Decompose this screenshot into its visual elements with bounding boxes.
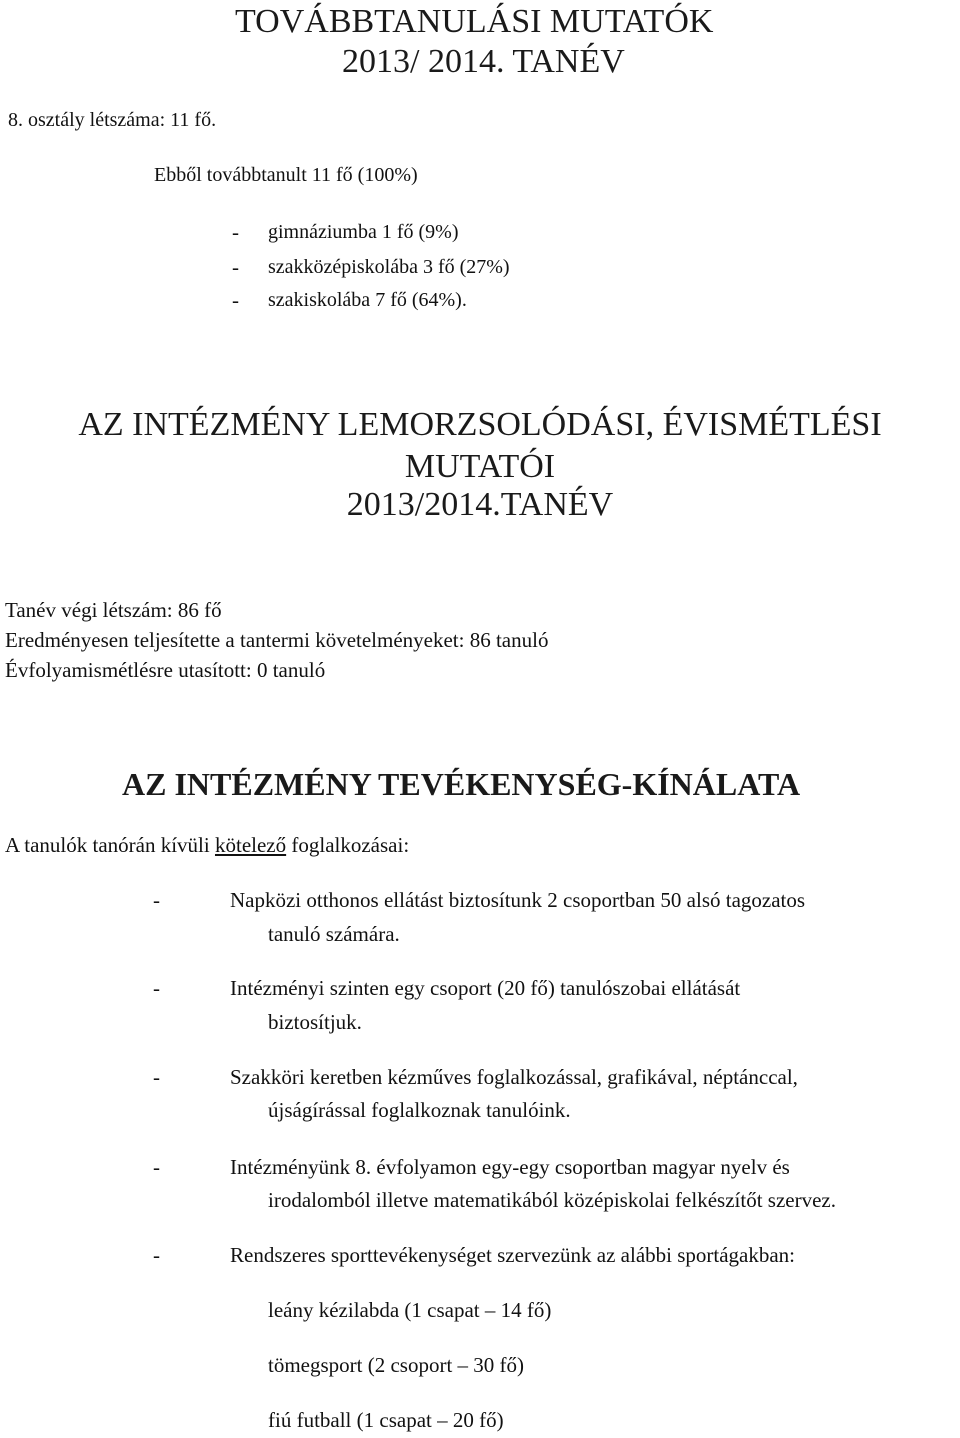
list-dash: -	[232, 220, 239, 244]
intro-text	[5, 835, 409, 856]
sport-item: leány kézilabda (1 csapat – 14 fő)	[268, 1298, 552, 1322]
item-dash: -	[153, 888, 160, 912]
activity-line2: tanuló számára.	[268, 922, 400, 946]
activity-line2: irodalomból illetve matematikából középiskolai felkészítőt szervez.	[268, 1188, 836, 1212]
activity-line1: Napközi otthonos ellátást biztosítunk 2 csoportban 50 alsó tagozatos	[230, 888, 806, 912]
stat-line-repeat: Évfolyamismétlésre utasított: 0 tanuló	[5, 658, 326, 682]
list-item: gimnáziumba 1 fő (9%)	[268, 221, 459, 243]
stat-line-passed: Eredményesen teljesítette a tantermi követelményeket: 86 tanuló	[5, 628, 549, 652]
activity-line2: újságírással foglalkoznak tanulóink.	[268, 1098, 571, 1122]
intro-before: A tanulók tanórán kívüli	[5, 833, 215, 857]
intro-underlined: kötelező	[214, 833, 287, 857]
activity-line2: biztosítjuk.	[268, 1010, 362, 1034]
item-dash: -	[153, 1155, 160, 1179]
sport-item: tömegsport (2 csoport – 30 fő)	[268, 1353, 525, 1377]
section2-title-line3: 2013/2014.TANÉV	[346, 486, 614, 523]
list-dash: -	[232, 255, 239, 279]
class-size-text: 8. osztály létszáma: 11 fő.	[8, 109, 217, 131]
activity-line1: Rendszeres sporttevékenységet szervezünk az alábbi sportágakban:	[230, 1243, 796, 1267]
activity-line1: Intézményi szinten egy csoport (20 fő) tanulószobai ellátását	[230, 976, 741, 1000]
list-item: szakiskolába 7 fő (64%).	[268, 289, 467, 311]
activity-line1: Szakköri keretben kézműves foglalkozással, grafikával, néptánccal,	[230, 1065, 798, 1089]
section3-title: AZ INTÉZMÉNY TEVÉKENYSÉG-KÍNÁLATA	[122, 766, 801, 802]
item-dash: -	[153, 1243, 160, 1267]
section1-title-line1: TOVÁBBTANULÁSI MUTATÓK	[235, 3, 714, 40]
section2-title-line1: AZ INTÉZMÉNY LEMORZSOLÓDÁSI, ÉVISMÉTLÉSI	[78, 406, 882, 443]
item-dash: -	[153, 1065, 160, 1089]
list-item: szakközépiskolába 3 fő (27%)	[268, 256, 510, 278]
section2-title-line2: MUTATÓI	[404, 448, 556, 485]
section1-title-line2: 2013/ 2014. TANÉV	[342, 43, 625, 80]
activity-line1: Intézményünk 8. évfolyamon egy-egy csoportban magyar nyelv és	[230, 1155, 790, 1179]
item-dash: -	[153, 976, 160, 1000]
sport-item: fiú futball (1 csapat – 20 fő)	[268, 1408, 504, 1432]
list-dash: -	[232, 288, 239, 312]
intro-after: foglalkozásai:	[286, 833, 410, 857]
continued-text: Ebből továbbtanult 11 fő (100%)	[154, 164, 418, 186]
stat-line-enrollment: Tanév végi létszám: 86 fő	[5, 598, 222, 622]
